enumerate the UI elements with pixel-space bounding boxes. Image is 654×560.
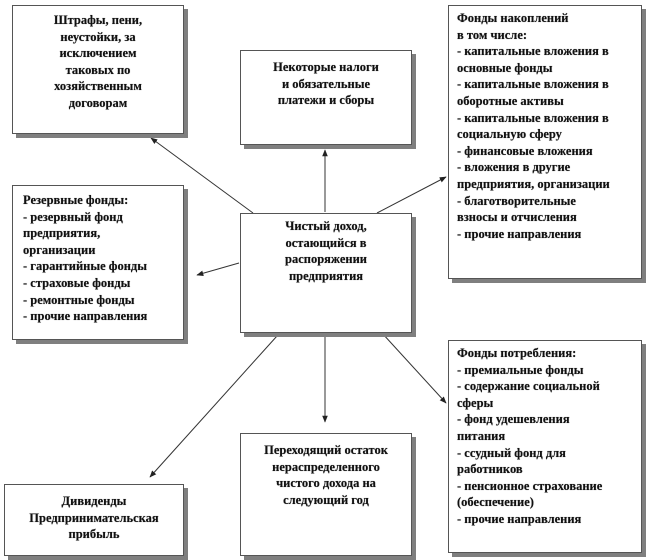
box-line: Переходящий остаток [264, 443, 388, 457]
box-line: Фонды потребления: [457, 346, 577, 360]
box-line: сферы [457, 395, 494, 410]
box-line: таковых по [65, 62, 131, 77]
box-line: - финансовые вложения [457, 143, 593, 158]
box-line: Чистый доход, [285, 219, 367, 233]
box-line: предприятия, организации [457, 176, 610, 191]
box-line: - капитальные вложения в [457, 110, 609, 125]
box-line: - прочие направления [457, 226, 582, 241]
box-line: чистого дохода на [276, 476, 376, 491]
box-line: основные фонды [457, 60, 553, 75]
box-line: - капитальные вложения в [457, 77, 609, 92]
box-line: нераспределенного [272, 459, 380, 474]
box-line: - содержание социальной [457, 379, 600, 394]
box-line: - прочие направления [457, 511, 582, 526]
box-line: в том числе: [457, 27, 528, 42]
arrow-to-reserve [197, 263, 239, 275]
box-line: оборотные активы [457, 93, 564, 108]
box-line: - фонд удешевления [457, 412, 570, 427]
box-line: - капитальные вложения в [457, 44, 609, 59]
box-line: - благотворительные [457, 193, 576, 208]
consumption-funds-box [448, 340, 642, 553]
reserve-funds-box [12, 185, 184, 340]
arrow-to-accum [377, 177, 446, 213]
box-line: и обязательные [281, 76, 371, 91]
box-line: Дивиденды [61, 494, 127, 508]
arrow-to-consumption [382, 333, 446, 403]
box-line: - прочие направления [23, 309, 148, 324]
taxes-box [240, 50, 412, 145]
box-line: социальную сферу [457, 127, 562, 142]
box-line: Резервные фонды: [23, 193, 129, 207]
accumulation-funds-box [448, 5, 642, 279]
net-income-box [240, 213, 412, 333]
box-line: - премиальные фонды [457, 362, 584, 377]
box-line: платежи и сборы [277, 93, 375, 108]
box-line: предприятия [288, 268, 364, 283]
box-line: питания [457, 428, 506, 443]
box-line: - ссудный фонд для [457, 445, 566, 460]
box-line: (обеспечение) [457, 495, 534, 510]
carryover-balance-box [240, 433, 412, 556]
box-line: следующий год [283, 492, 369, 507]
box-line: предприятия, [23, 226, 101, 241]
box-line: - ремонтные фонды [23, 292, 135, 307]
box-line: остающийся в [285, 235, 367, 250]
box-line: неустойки, за [60, 29, 136, 44]
box-line: Штрафы, пени, [53, 13, 143, 27]
box-line: Фонды накоплений [457, 11, 569, 25]
box-line: - страховые фонды [23, 275, 131, 290]
box-line: Некоторые налоги [273, 60, 379, 74]
box-line: прибыль [68, 527, 120, 542]
box-line: исключением [59, 46, 137, 61]
box-line: распоряжении [285, 252, 367, 267]
box-line: - гарантийные фонды [23, 259, 147, 274]
box-line: - вложения в другие [457, 160, 571, 175]
box-line: хозяйственным [54, 79, 142, 94]
box-line: - пенсионное страхование [457, 478, 603, 493]
dividends-box [4, 484, 184, 556]
fines-box [12, 5, 184, 134]
box-line: организации [23, 242, 96, 257]
box-line: - резервный фонд [23, 209, 123, 224]
box-line: Предпринимательская [29, 510, 159, 525]
box-line: работников [457, 462, 523, 477]
box-line: взносы и отчисления [457, 210, 577, 225]
box-line: договорам [68, 95, 128, 110]
